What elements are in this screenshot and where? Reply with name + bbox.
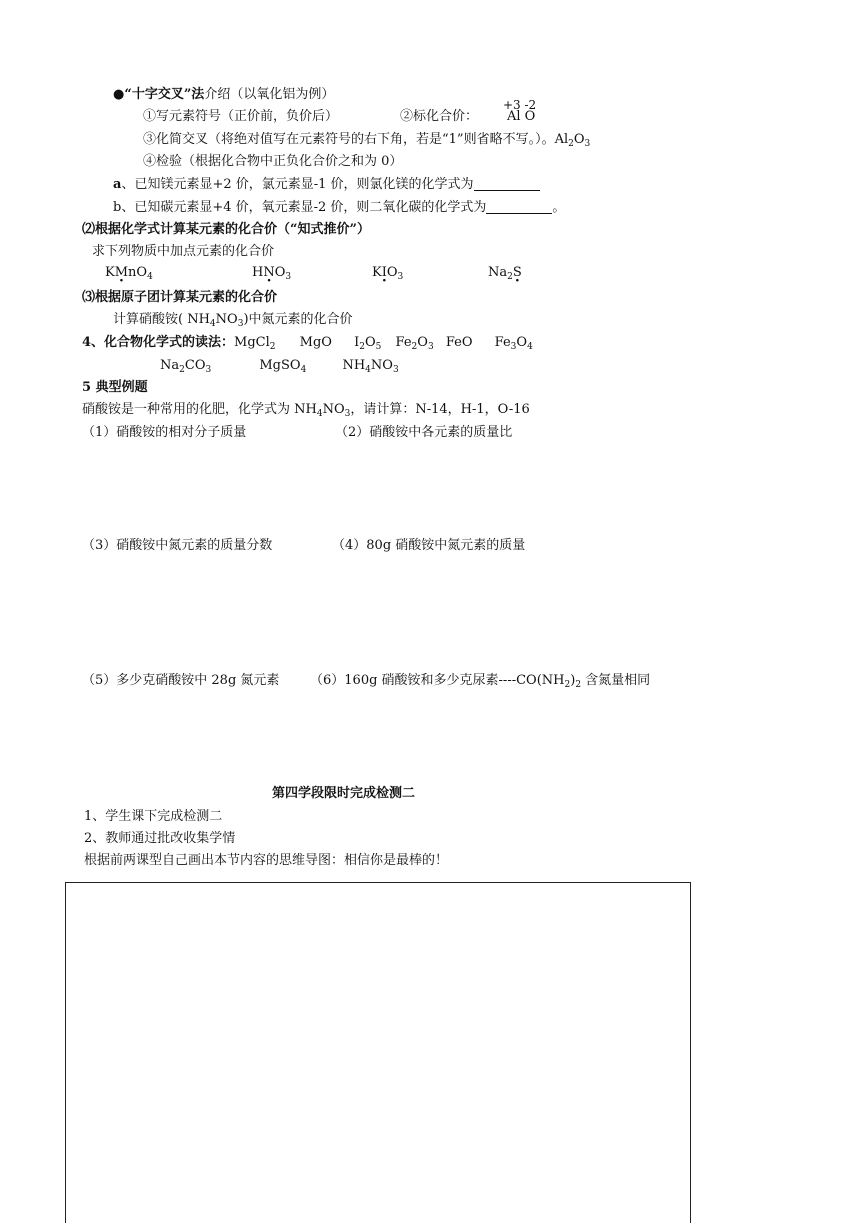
formula-kio3: KI $\cdot O_3$ [372, 264, 403, 286]
cross-method-title: ●“十字交叉”法介绍（以氧化铝为例） [113, 87, 335, 102]
examples-intro: 硝酸铵是一种常用的化肥，化学式为 $NH_4NO_3$，请计算：N-14，H-1，O-16 [82, 402, 530, 419]
question-1: （1）硝酸铵的相对分子质量 [82, 425, 247, 440]
question-b: b、已知碳元素显+4 价，氧元素显-2 价，则二氧化碳的化学式为 。 [113, 200, 566, 215]
stage4-item-1: 1、学生课下完成检测二 [84, 809, 223, 824]
answer-blank-a[interactable] [474, 176, 540, 191]
question-5: （5）多少克硝酸铵中 28g 氮元素 [82, 673, 280, 688]
group-method-text: 计算硝酸铵( $NH_4NO_3$)中氮元素的化合价 [113, 312, 353, 329]
stage4-title: 第四学段限时完成检测二 [272, 786, 416, 801]
formula-method-heading: ⑵根据化学式计算某元素的化合价（“知式推价”） [82, 222, 370, 237]
mindmap-drawing-box[interactable] [65, 882, 691, 1223]
group-method-heading: ⑶根据原子团计算某元素的化合价 [82, 290, 278, 305]
formula-kmno4: KM $\cdot nO_4$ [105, 264, 153, 286]
step-3: ③化简交叉（将绝对值写在元素符号的右下角，若是“1”则省略不写。）。$Al_2O_3$ [143, 132, 591, 149]
stage4-item-2: 2、教师通过批改收集学情 [84, 831, 236, 846]
formula-hno3: HN $\cdot O_3$ [252, 264, 291, 286]
step-2-formula: Al O [507, 109, 536, 124]
question-3: （3）硝酸铵中氮元素的质量分数 [82, 538, 273, 553]
formula-na2s: $Na_2S$ · [488, 264, 522, 286]
reading-row-1: 4、化合物化学式的读法：MgCl$_2$ MgO $I_2O_5$ $Fe_2O_3$ FeO $Fe_3O_4$ [82, 335, 533, 352]
valence-label: +3 -2 [503, 98, 537, 112]
formula-method-instruction: 求下列物质中加点元素的化合价 [92, 244, 275, 259]
step-4: ④检验（根据化合物中正负化合价之和为 0） [143, 154, 403, 169]
question-a: a、已知镁元素显+2 价，氯元素显-1 价，则氯化镁的化学式为 [113, 176, 540, 194]
question-4: （4）80g 硝酸铵中氮元素的质量 [332, 538, 526, 553]
question-6: （6）160g 硝酸铵和多少克尿素$----CO(NH_2)_2$ 含氮量相同 [310, 673, 651, 690]
examples-heading: 5 典型例题 [82, 380, 148, 395]
reading-row-2: $Na_2CO_3$ MgSO$_4$ $NH_4NO_3$ [160, 358, 399, 375]
step-1: ①写元素符号（正价前，负价后） [143, 109, 339, 124]
question-2: （2）硝酸铵中各元素的质量比 [335, 425, 513, 440]
mindmap-prompt: 根据前两课型自己画出本节内容的思维导图：相信你是最棒的！ [84, 853, 449, 868]
answer-blank-b[interactable] [486, 199, 552, 214]
step-2: ②标化合价： [400, 109, 479, 124]
